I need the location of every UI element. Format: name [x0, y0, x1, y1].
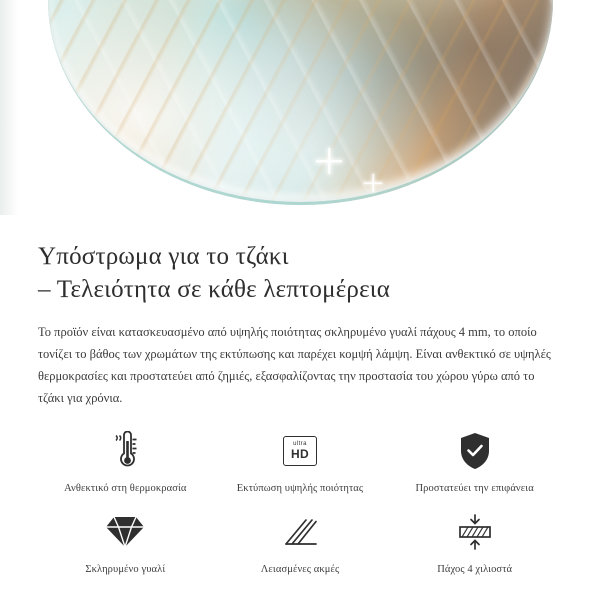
polished-edges-icon [282, 511, 318, 553]
feature-item-thickness [387, 511, 562, 577]
ultra-hd-badge-top: ultra [293, 441, 307, 447]
feature-item-ultra-hd-print [213, 430, 388, 496]
feature-label: Προστατεύει την επιφάνεια [415, 482, 534, 494]
content-area [0, 215, 600, 577]
thickness-arrows-icon [455, 511, 495, 553]
feature-item-surface-protection [387, 430, 562, 496]
feature-label: Σκληρυμένο γυαλί [85, 564, 166, 576]
page-left-gradient [0, 0, 18, 215]
feature-label: Πάχος 4 χιλιοστά [437, 564, 513, 576]
feature-item-heat-resistant [38, 430, 213, 496]
ultra-hd-badge-bottom: HD [291, 447, 309, 461]
marble-glass-disc-icon [48, 0, 553, 205]
thermometer-icon [111, 430, 139, 472]
hero-image [0, 0, 600, 215]
feature-label: Ανθεκτικό στη θερμοκρασία [64, 482, 187, 494]
feature-grid [38, 430, 562, 577]
page-title-line1: Υπόστρωμα για το τζάκι [38, 243, 289, 270]
diamond-icon [105, 511, 145, 553]
feature-item-polished-edges [213, 511, 388, 577]
marble-veins-texture [48, 0, 553, 205]
feature-item-tempered-glass [38, 511, 213, 577]
feature-label: Εκτύπωση υψηλής ποιότητας [236, 482, 364, 494]
page-title [38, 241, 562, 306]
description-paragraph: Το προϊόν είναι κατασκευασμένο από υψηλής ποιότητας σκληρυμένο γυαλί πάχους 4 mm, το οποίο τονίζει το βάθος των χρωμάτων της εκτύπωσης και παρέχει κομψή λάμψη. Είναι ανθεκτικό σε υψηλές θερμοκρασίες και προστατεύει από ζημιές, εξασφαλίζοντας την προστασία του χώρου γύρω από το τζάκι για χρόνια. [38, 325, 551, 405]
ultra-hd-icon [283, 430, 317, 472]
shield-check-icon [458, 430, 492, 472]
feature-label: Λειασμένες ακμές [260, 564, 340, 576]
page-title-line2: – Τελειότητα σε κάθε λεπτομέρεια [38, 275, 391, 303]
